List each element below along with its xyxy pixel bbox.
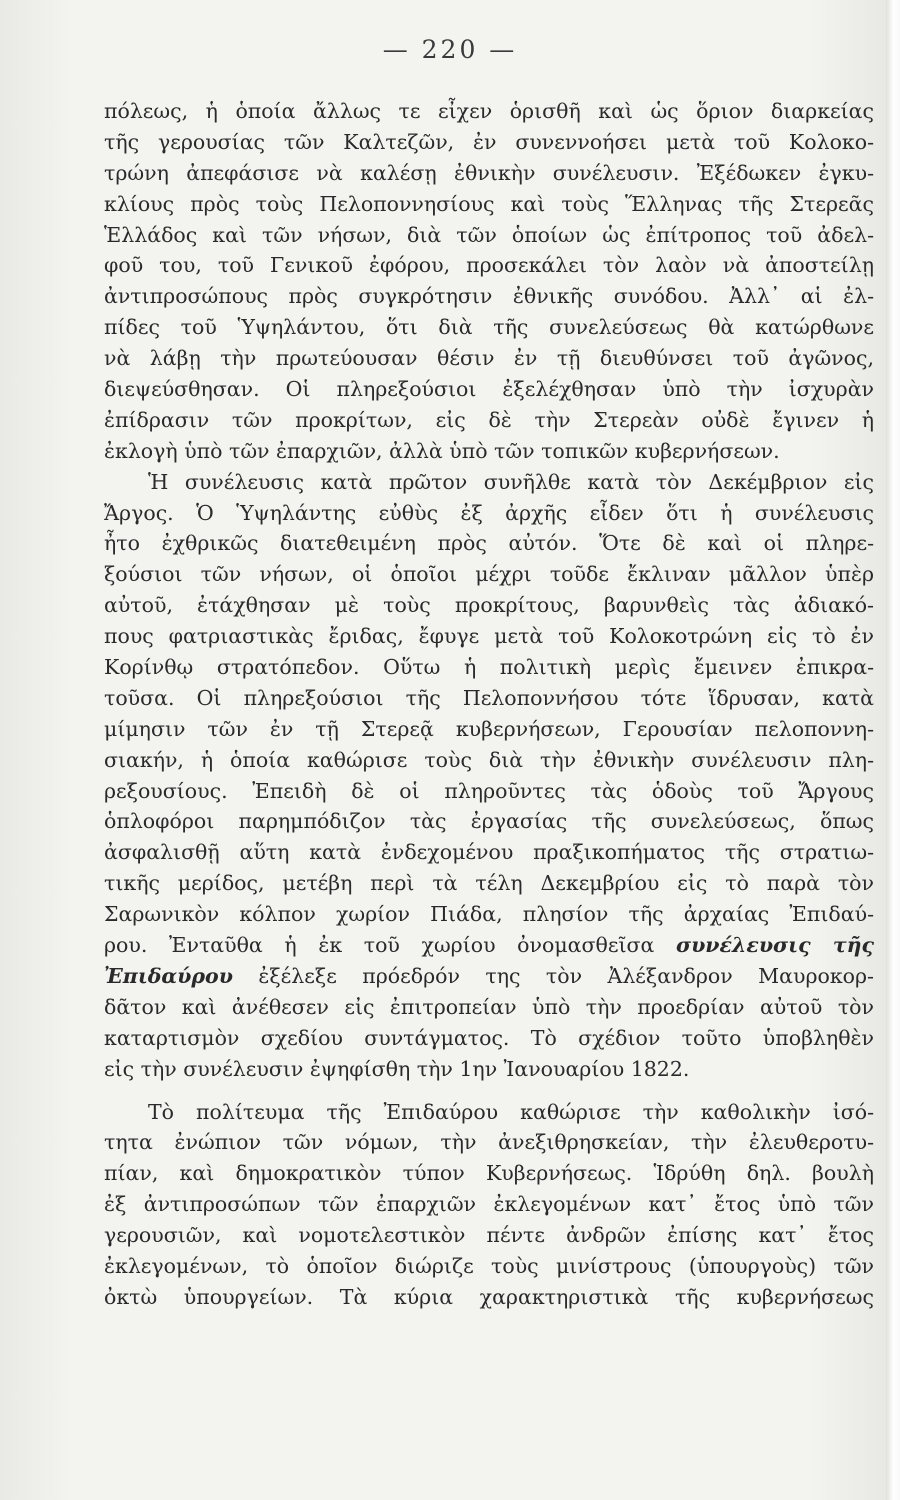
text-line: Σαρωνικὸν κόλπον χωρίον Πιάδα, πλησίον τῆς ἀρχαίας Ἐπιδαύ- xyxy=(104,902,874,927)
text-line: τοῦσα. Οἱ πληρεξούσιοι τῆς Πελοποννήσου τότε ἵδρυσαν, κατὰ xyxy=(104,685,874,710)
text-line: ἐκλεγομένων, τὸ ὁποῖον διώριζε τοὺς μινίστρους (ὑπουργοὺς) τῶν xyxy=(104,1253,874,1278)
text-line: ὁπλοφόροι παρημπόδιζον τὰς ἐργασίας τῆς συνελεύσεως, ὅπως xyxy=(104,809,874,834)
text-line: πίαν, καὶ δημοκρατικὸν τύπον Κυβερνήσεως. Ἱδρύθη δηλ. βουλὴ xyxy=(104,1161,874,1186)
text-line: αὐτοῦ, ἐτάχθησαν μὲ τοὺς προκρίτους, βαρυνθεὶς τὰς ἀδιακό- xyxy=(104,593,874,618)
text-body xyxy=(104,96,874,1313)
text-fragment: ἐξέλεξε πρόεδρόν της τὸν Ἀλέξανδρον Μαυροκορ- xyxy=(258,963,874,988)
bold-phrase: συνέλευσις τῆς xyxy=(675,933,874,958)
text-line: πίδες τοῦ Ὑψηλάντου, ὅτι διὰ τῆς συνελεύσεως θὰ κατώρθωνε xyxy=(104,315,874,340)
text-line: τικῆς μερίδος, μετέβη περὶ τὰ τέλη Δεκεμβρίου εἰς τὸ παρὰ τὸν xyxy=(104,871,874,896)
text-line: Κορίνθῳ στρατόπεδον. Οὕτω ἡ πολιτικὴ μερὶς ἔμεινεν ἐπικρα- xyxy=(104,655,874,680)
text-line: Ἑλλάδος καὶ τῶν νήσων, διὰ τῶν ὁποίων ὡς ἐπίτροπος τοῦ ἀδελ- xyxy=(104,222,874,247)
text-line: τητα ἐνώπιον τῶν νόμων, τὴν ἀνεξιθρησκείαν, τὴν ἐλευθεροτυ- xyxy=(104,1130,874,1155)
paragraph-gap xyxy=(104,1085,874,1097)
text-line: ἀντιπροσώπους πρὸς συγκρότησιν ἐθνικῆς συνόδου. Ἀλλ᾽ αἱ ἐλ- xyxy=(104,284,874,309)
text-line: ξούσιοι τῶν νήσων, οἱ ὁποῖοι μέχρι τοῦδε ἔκλιναν μᾶλλον ὑπὲρ xyxy=(104,562,874,587)
text-line: ἐκλογὴ ὑπὸ τῶν ἐπαρχιῶν, ἀλλὰ ὑπὸ τῶν τοπικῶν κυβερνήσεων. xyxy=(104,438,780,463)
text-line: σιακήν, ἡ ὁποία καθώρισε τοὺς διὰ τὴν ἐθνικὴν συνέλευσιν πλη- xyxy=(104,747,874,772)
text-line: φοῦ του, τοῦ Γενικοῦ ἐφόρου, προσεκάλει τὸν λαὸν νὰ ἀποστείλῃ xyxy=(104,253,874,278)
page-edge xyxy=(886,0,900,1500)
text-line: Ἄργος. Ὁ Ὑψηλάντης εὐθὺς ἐξ ἀρχῆς εἶδεν ὅτι ἡ συνέλευσις xyxy=(104,500,874,525)
bold-phrase: Ἐπιδαύρου xyxy=(104,963,233,988)
text-line-with-bold xyxy=(104,961,874,992)
text-line: ρεξουσίους. Ἐπειδὴ δὲ οἱ πληροῦντες τὰς ὁδοὺς τοῦ Ἄργους xyxy=(104,778,874,803)
text-line: τρώνη ἀπεφάσισε νὰ καλέσῃ ἐθνικὴν συνέλευσιν. Ἐξέδωκεν ἐγκυ- xyxy=(104,160,874,185)
text-line: Τὸ πολίτευμα τῆς Ἐπιδαύρου καθώρισε τὴν καθολικὴν ἰσό- xyxy=(148,1099,874,1124)
text-line: γερουσιῶν, καὶ νομοτελεστικὸν πέντε ἀνδρῶν ἐπίσης κατ᾽ ἔτος xyxy=(104,1223,874,1248)
text-line: διεψεύσθησαν. Οἱ πληρεξούσιοι ἐξελέχθησαν ὑπὸ τὴν ἰσχυρὰν xyxy=(104,377,874,402)
text-line: ἐξ ἀντιπροσώπων τῶν ἐπαρχιῶν ἐκλεγομένων κατ᾽ ἔτος ὑπὸ τῶν xyxy=(104,1192,874,1217)
text-line: πόλεως, ἡ ὁποία ἄλλως τε εἶχεν ὁρισθῆ καὶ ὡς ὅριον διαρκείας xyxy=(104,99,874,123)
page-number: — 220 — xyxy=(382,35,518,64)
text-line: πους φατριαστικὰς ἔριδας, ἔφυγε μετὰ τοῦ Κολοκοτρώνη εἰς τὸ ἐν xyxy=(104,624,874,649)
text-line: ὀκτὼ ὑπουργείων. Τὰ κύρια χαρακτηριστικὰ τῆς κυβερνήσεως xyxy=(104,1284,874,1309)
text-fragment: ρου. Ἐνταῦθα ἡ ἐκ τοῦ χωρίου ὀνομασθεῖσα xyxy=(104,933,655,958)
text-line: ἐπίδρασιν τῶν προκρίτων, εἰς δὲ τὴν Στερεὰν οὐδὲ ἔγινεν ἡ xyxy=(104,407,874,432)
text-line: καταρτισμὸν σχεδίου συντάγματος. Τὸ σχέδιον τοῦτο ὑποβληθὲν xyxy=(104,1025,874,1050)
text-line: μίμησιν τῶν ἐν τῇ Στερεᾷ κυβερνήσεων, Γερουσίαν πελοποννη- xyxy=(104,716,874,741)
text-line: Ἡ συνέλευσις κατὰ πρῶτον συνῆλθε κατὰ τὸν Δεκέμβριον εἰς xyxy=(148,469,874,494)
text-line-with-bold xyxy=(104,930,874,961)
text-line: εἰς τὴν συνέλευσιν ἐψηφίσθη τὴν 1ην Ἰανουαρίου 1822. xyxy=(104,1056,690,1081)
text-line: νὰ λάβῃ τὴν πρωτεύουσαν θέσιν ἐν τῇ διευθύνσει τοῦ ἀγῶνος, xyxy=(104,346,874,371)
text-line: δᾶτον καὶ ἀνέθεσεν εἰς ἐπιτροπείαν ὑπὸ τὴν προεδρίαν αὐτοῦ τὸν xyxy=(104,994,874,1019)
text-line: κλίους πρὸς τοὺς Πελοποννησίους καὶ τοὺς Ἕλληνας τῆς Στερεᾶς xyxy=(104,191,874,216)
text-line: τῆς γερουσίας τῶν Καλτεζῶν, ἐν συνεννοήσει μετὰ τοῦ Κολοκο- xyxy=(104,129,874,154)
text-line: ἦτο ἐχθρικῶς διατεθειμένη πρὸς αὐτόν. Ὅτε δὲ καὶ οἱ πληρε- xyxy=(104,531,874,556)
text-line: ἀσφαλισθῇ αὕτη κατὰ ἐνδεχομένου πραξικοπήματος τῆς στρατιω- xyxy=(104,840,874,865)
